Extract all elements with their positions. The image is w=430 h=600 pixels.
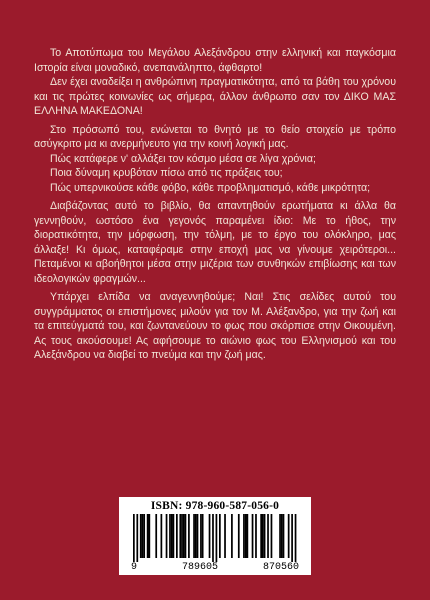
barcode-bar — [142, 514, 144, 558]
barcode-bar — [291, 514, 293, 562]
barcode-bar — [231, 514, 233, 558]
barcode-bar — [176, 514, 178, 558]
barcode-bar — [264, 514, 266, 558]
barcode-bar — [271, 514, 273, 558]
barcode-bar — [200, 514, 202, 558]
barcode-bar — [140, 514, 142, 558]
barcode-bar — [166, 514, 168, 558]
barcode-bar — [143, 514, 145, 558]
blurb-paragraph-2: Δεν έχει αναδείξει η ανθρώπινη πραγματικότητα, από τα βάθη του χρόνου και τις πρώτες κοινωνίες ως σήμερα, άλλον άνθρωπο σαν τον ΔΙΚΟ ΜΑΣ ΕΛΛΗΝΑ ΜΑΚΕΔΟΝΑ! — [34, 76, 396, 117]
isbn-label: ISBN: 978-960-587-056-0 — [150, 500, 280, 512]
barcode-bar — [283, 514, 285, 558]
barcode-bar — [247, 514, 249, 558]
blurb-text — [34, 46, 396, 363]
barcode-bar — [195, 514, 197, 558]
barcode-bar — [188, 514, 190, 558]
barcode-bar — [260, 514, 262, 558]
blurb-paragraph-4: Διαβάζοντας αυτό το βιβλίο, θα απαντηθούν ερωτήματα κι άλλα θα γεννηθούν, ωστόσο ένα γεγονός παραμένει ίδιο: Με το ήθος, την διορατικότητα, την μόρφωση, την τόλμη, με το έργο του ολόκληρο, μας άλλαξε! Κι όμως, καταφέραμε στην εποχή μας να γίνουμε χειρότεροι... Πεταμένοι κι αβοήθητοι μέσα στην μιζέρια των συνθηκών επιβίωσης και των ιδεολογικών φραγμών... — [34, 200, 396, 285]
barcode-bar — [147, 514, 149, 558]
barcode-bar — [179, 514, 181, 558]
barcode-digits — [131, 562, 299, 573]
barcode-bar — [267, 514, 269, 558]
barcode-bar — [238, 514, 240, 558]
blurb-paragraph-3: Στο πρόσωπό του, ενώνεται το θνητό με το θείο στοιχείο με τρόπο ασύγκριτο μα κι ανερμήνευτο για την κοινή λογική μας. — [34, 123, 396, 150]
barcode-bar — [295, 514, 297, 562]
barcode-bar — [209, 514, 211, 558]
barcode-image — [129, 514, 301, 562]
barcode-bar — [224, 514, 226, 558]
blurb-question-2: Ποια δύναμη κρυβόταν πίσω από τις πράξεις του; — [50, 167, 283, 179]
barcode-bar — [216, 514, 218, 562]
barcode-area — [119, 497, 311, 575]
barcode-bar — [161, 514, 163, 558]
barcode-digit-group-2: 789605 — [181, 562, 218, 573]
barcode-bar — [171, 514, 173, 558]
barcode-bar — [252, 514, 254, 558]
barcode-bar — [197, 514, 199, 558]
barcode-bar — [202, 514, 204, 558]
barcode-digit-group-1: 9 — [131, 562, 138, 573]
blurb-paragraph-1: Το Αποτύπωμα του Μεγάλου Αλεξάνδρου στην ελληνική και παγκόσμια Ιστορία είναι μοναδικό, ανεπανάληπτο, άφθαρτο! — [34, 47, 396, 74]
barcode-bar — [169, 514, 171, 558]
barcode-bar — [219, 514, 221, 558]
barcode-bar — [173, 514, 175, 558]
barcode-bar — [288, 514, 290, 558]
barcode-bar — [212, 514, 214, 562]
blurb-question-1: Πώς κατάφερε ν' αλλάξει τον κόσμο μέσα σε λίγα χρόνια; — [50, 152, 316, 165]
barcode-bar — [181, 514, 183, 558]
barcode-bar — [133, 514, 135, 562]
barcode-bar — [193, 514, 195, 558]
barcode-bar — [148, 514, 150, 558]
barcode-bar — [255, 514, 257, 558]
barcode-bar — [185, 514, 187, 558]
barcode-bar — [183, 514, 185, 558]
barcode-bar — [262, 514, 264, 558]
barcode-bar — [279, 514, 281, 558]
barcode-bar — [281, 514, 283, 558]
barcode-bar — [136, 514, 138, 562]
barcode-bar — [243, 514, 245, 558]
blurb-question-3: Πώς υπερνικούσε κάθε φόβο, κάθε προβληματισμό, κάθε μικρότητα; — [50, 181, 371, 194]
blurb-paragraph-5: Υπάρχει ελπίδα να αναγεννηθούμε; Ναι! Στις σελίδες αυτού του συγγράμματος οι επιστήμονες μιλούν για τον Μ. Αλέξανδρο, για την ζωή και τα επιτεύγματά του, και ζωντανεύουν το φως που σκόρπισε στην Οικουμένη. Ας τους ακούσουμε! Ας αφήσουμε το αιώνιο φως του Ελληνισμού και του Αλεξάνδρου να διαβεί το πνεύμα και την ζωή μας. — [34, 291, 396, 361]
barcode-bar — [155, 514, 157, 558]
barcode-bar — [245, 514, 247, 558]
barcode-digit-group-3: 870560 — [262, 562, 299, 573]
